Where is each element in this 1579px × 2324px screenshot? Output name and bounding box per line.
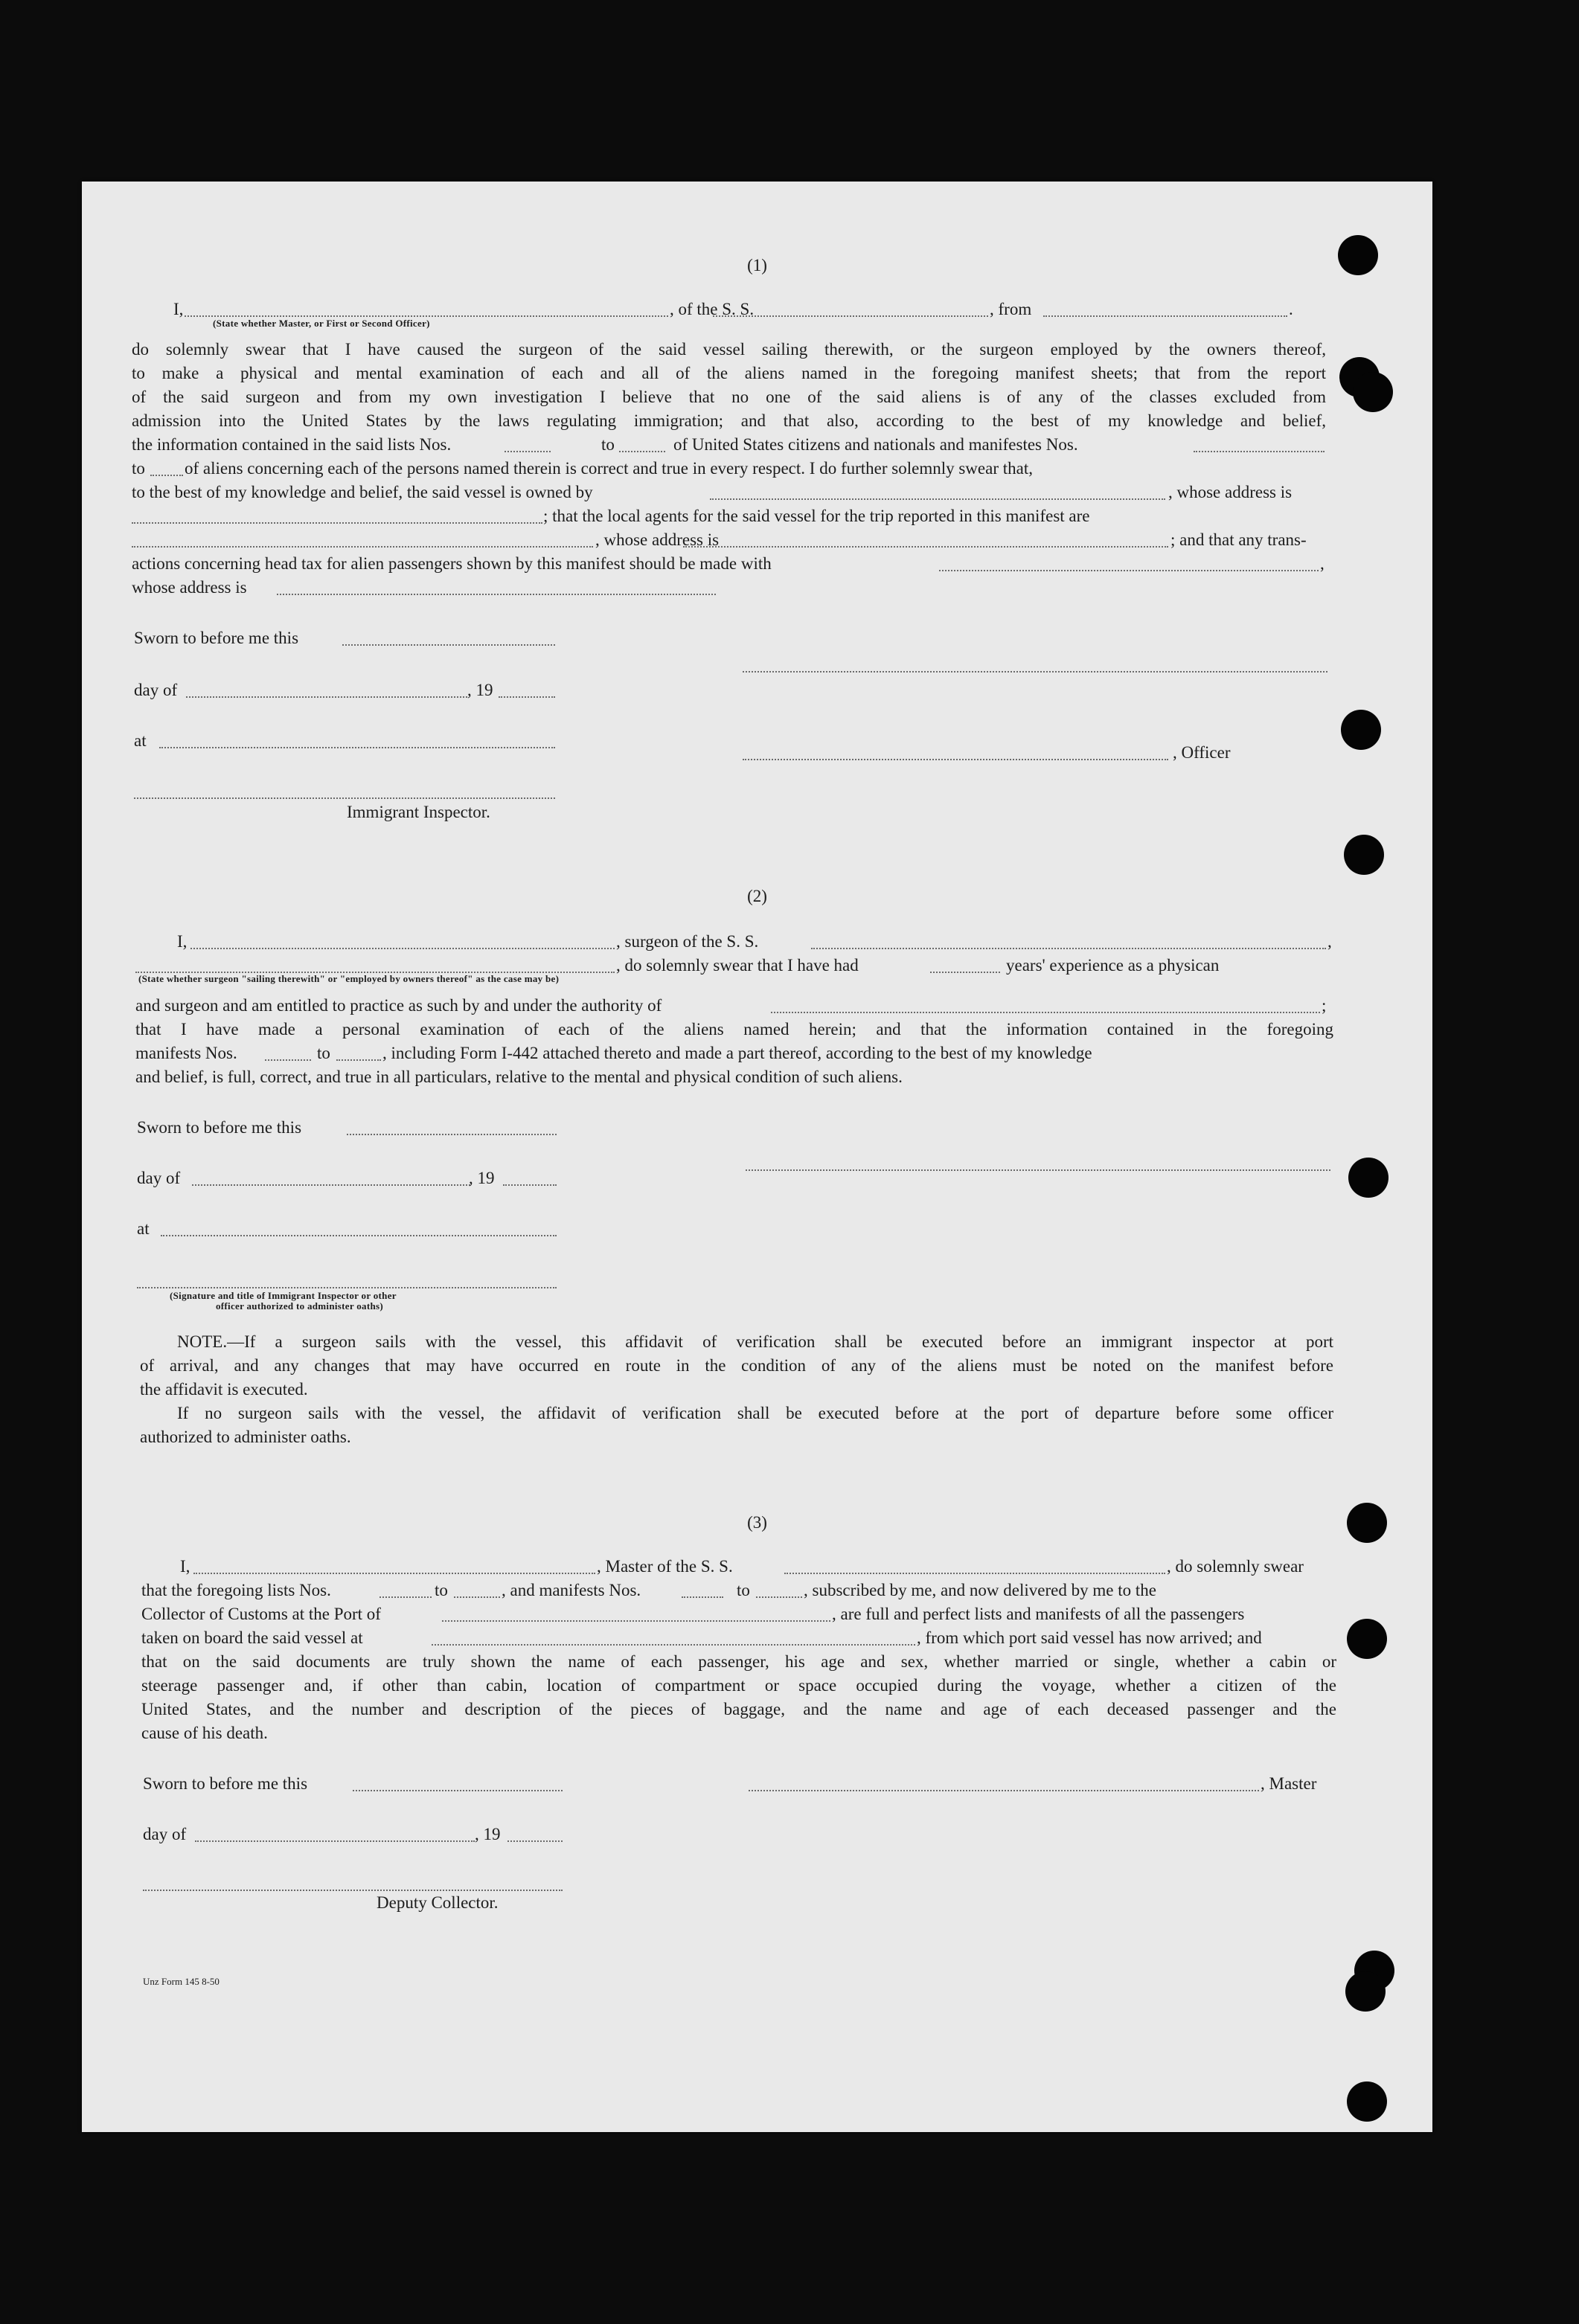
master-sworn-date-blank[interactable] xyxy=(353,1790,563,1791)
inspector-label: Immigrant Inspector. xyxy=(347,803,490,821)
master-year-blank[interactable] xyxy=(507,1840,563,1842)
section-3-heading: (3) xyxy=(747,1513,767,1532)
surgeon-at-blank[interactable] xyxy=(161,1235,557,1236)
section-1-heading: (1) xyxy=(747,256,767,275)
boarding-port-blank[interactable] xyxy=(432,1644,915,1646)
authority-blank[interactable] xyxy=(771,1012,1320,1013)
master-name-blank[interactable] xyxy=(193,1573,595,1574)
surgeon-manifest-to-blank[interactable] xyxy=(336,1059,381,1061)
surgeon-day-blank[interactable] xyxy=(192,1184,470,1186)
officer-signature-blank[interactable] xyxy=(743,671,1327,673)
lists-from-blank[interactable] xyxy=(379,1596,432,1598)
master-label: , Master xyxy=(1261,1774,1317,1793)
year-blank[interactable] xyxy=(499,696,555,698)
lists-to-blank[interactable] xyxy=(454,1596,500,1598)
vessel-owner-blank[interactable] xyxy=(710,498,1165,500)
manifest-to-blank[interactable] xyxy=(150,475,183,476)
surgeon-vessel-blank[interactable] xyxy=(811,948,1326,949)
surgeon-year-blank[interactable] xyxy=(503,1184,557,1186)
binder-hole xyxy=(1345,1971,1386,2012)
label-of-ss: , of the S. S. xyxy=(670,300,755,318)
local-agents-blank[interactable] xyxy=(132,546,593,548)
form-number: Unz Form 145 8-50 xyxy=(143,1976,220,1987)
officer-name-blank[interactable] xyxy=(185,315,668,317)
officer-label: , Officer xyxy=(1173,743,1231,762)
note-line: the affidavit is executed. xyxy=(140,1380,308,1399)
surgeon-note: (State whether surgeon "sailing therewith" or "employed by owners thereof" as the case may be) xyxy=(138,973,560,984)
surgeon-manifest-from-blank[interactable] xyxy=(265,1059,311,1061)
master-day-blank[interactable] xyxy=(195,1840,475,1842)
surgeon-sworn-date-blank[interactable] xyxy=(347,1134,557,1135)
note-line: NOTE.—If a surgeon sails with the vessel, this affidavit of verification shall be executed before an immigrant inspector at port xyxy=(177,1332,1333,1351)
at-place-blank[interactable] xyxy=(159,747,555,748)
binder-hole xyxy=(1341,710,1381,750)
master-vessel-blank[interactable] xyxy=(784,1573,1165,1574)
note-line: of arrival, and any changes that may have occurred en route in the condition of any of the aliens must be noted on the manifest before xyxy=(140,1356,1333,1375)
customs-port-blank[interactable] xyxy=(442,1620,830,1622)
binder-hole xyxy=(1347,1503,1387,1543)
day-of-label: day of xyxy=(134,681,178,699)
binder-hole xyxy=(1344,835,1384,875)
us-list-from-blank[interactable] xyxy=(505,451,551,452)
administering-officer-blank[interactable] xyxy=(137,1287,557,1288)
body-line: of the said surgeon and from my own investigation I believe that no one of the said aliens is of any of the classes excluded from xyxy=(132,388,1326,406)
officer-title-blank[interactable] xyxy=(743,759,1168,760)
binder-hole xyxy=(1347,1619,1387,1659)
label-i: I, xyxy=(173,300,184,318)
surgeon-name-blank[interactable] xyxy=(190,948,615,949)
label-from: , from xyxy=(990,300,1032,318)
collector-label: Deputy Collector. xyxy=(377,1893,499,1912)
officer-note: (State whether Master, or First or Second Officer) xyxy=(213,318,430,329)
body-line: admission into the United States by the laws regulating immigration; and that also, according to the best of my knowledge and belief, xyxy=(132,411,1326,430)
collector-signature-blank[interactable] xyxy=(143,1890,563,1891)
inspector-signature-blank[interactable] xyxy=(134,797,555,799)
day-of-blank[interactable] xyxy=(186,696,467,698)
sig-note: (Signature and title of Immigrant Inspector or other xyxy=(170,1290,397,1301)
manifest-nos-blank[interactable] xyxy=(1194,451,1325,452)
section-2-heading: (2) xyxy=(747,887,767,905)
us-list-to-blank[interactable] xyxy=(619,451,665,452)
sworn-date-blank[interactable] xyxy=(342,644,555,646)
owner-address-blank[interactable] xyxy=(132,522,542,524)
surgeon-signature-blank[interactable] xyxy=(746,1169,1330,1171)
binder-hole xyxy=(1347,2081,1387,2122)
years-experience-blank[interactable] xyxy=(930,972,1000,973)
body-line: to make a physical and mental examination of each and all of the aliens named in the foregoing manifest sheets; that from the report xyxy=(132,364,1326,382)
head-tax-address-blank[interactable] xyxy=(277,594,716,595)
sworn-label: Sworn to before me this xyxy=(134,629,299,647)
head-tax-contact-blank[interactable] xyxy=(939,570,1319,571)
binder-hole xyxy=(1348,1158,1389,1198)
binder-hole xyxy=(1353,372,1393,412)
body-line: do solemnly swear that I have caused the surgeon of the said vessel sailing therewith, or the surgeon employed by the owners thereof, xyxy=(132,340,1326,359)
from-port-blank[interactable] xyxy=(1043,315,1287,317)
manifest-affidavit-page: (1) I, , of the S. S. , from . (State whether Master, or First or Second Officer) do solemnly swear that I have caused the surgeon of the said vessel sailing therewith, or the surgeon employed by the owners thereof, to make a physical and mental examination of each and all of the aliens named in the foregoing manifest sheets; that from the report of the said surgeon and from my own investigation I believe that no one of the said aliens is of any of the classes excluded from admission into the United States by the laws regulating immigration; and that also, according to the best of my knowledge and belief, the information contained in the said lists Nos. to of United States citizens and nationals and manifestes Nos. to of aliens concerning each of the persons named therein is correct and true in every respect. I do further solemnly swear that, to the best of my knowledge and belief, the said vessel is owned by , whose address is ; that the local agents for the said vessel for the trip reported in this manifest are , whose address is ; and that any trans- actions concerning head tax for alien passengers shown by this manifest should be made with , whose address is Sworn to before me this day of , 19 at , Officer Immigrant Inspector. (2) I, , surgeon of the S. S. , , do solemnly swear that I have had years' experience as a physican (State whether surgeon "sailing therewith" or "employed by owners thereof" as the case may be) and surgeon and am entitled to practice as such by and under the authority of ; that I have made a personal examination of each of the aliens named herein; and that the information contained in the foregoing manifests Nos. to , including Form I-442 attached thereto and made a part thereof, according to the best of my knowledge and belief, is full, correct, and true in all particulars, relative to the mental and physical condition of such aliens. Sworn to before me this day of , 19 at (Signature and title of Immigrant Inspector or other officer authorized to administer oaths) NOTE.—If a surgeon sails with the vessel, this affidavit of verification shall be executed before an immigrant inspector at port of arrival, and any changes that may have occurred en route in the condition of any of the aliens must be noted on the manifest before the affidavit is executed. If no surgeon sails with the vessel, the affidavit of verification shall be executed before at the port of departure before some officer authorized to administer oaths. (3) I, , Master of the S. S. , do solemnly swear that the foregoing lists Nos. to , and manifests Nos. to , subscribed by me, and now delivered by me to the Collector of Customs at the Port of , are full and perfect lists and manifests of all the passengers taken on board the said vessel at , from which port said vessel has now arrived; and that on the said documents are truly shown the name of each passenger, his age and sex, whether married or single, whether a cabin or steerage passenger and, if other than cabin, location of compartment or space occupied during the voyage, whether a citizen of the United States, and the number and description of the pieces of baggage, and the name and age of each deceased passenger and the cause of his death. Sworn to before me this , Master day of , 19 Deputy Collector. Unz Form 145 8-50 xyxy=(82,182,1432,2132)
master-signature-blank[interactable] xyxy=(749,1790,1259,1791)
note-line: authorized to administer oaths. xyxy=(140,1428,351,1446)
agents-address-blank[interactable] xyxy=(683,546,1168,548)
binder-hole xyxy=(1338,235,1378,275)
manifests-to-blank[interactable] xyxy=(756,1596,802,1598)
vessel-name-blank[interactable] xyxy=(713,315,988,317)
manifests-from-blank[interactable] xyxy=(682,1596,723,1598)
note-line: If no surgeon sails with the vessel, the affidavit of verification shall be executed before at the port of departure before some officer xyxy=(177,1404,1333,1422)
at-label: at xyxy=(134,731,147,750)
sig-note: officer authorized to administer oaths) xyxy=(216,1300,383,1312)
